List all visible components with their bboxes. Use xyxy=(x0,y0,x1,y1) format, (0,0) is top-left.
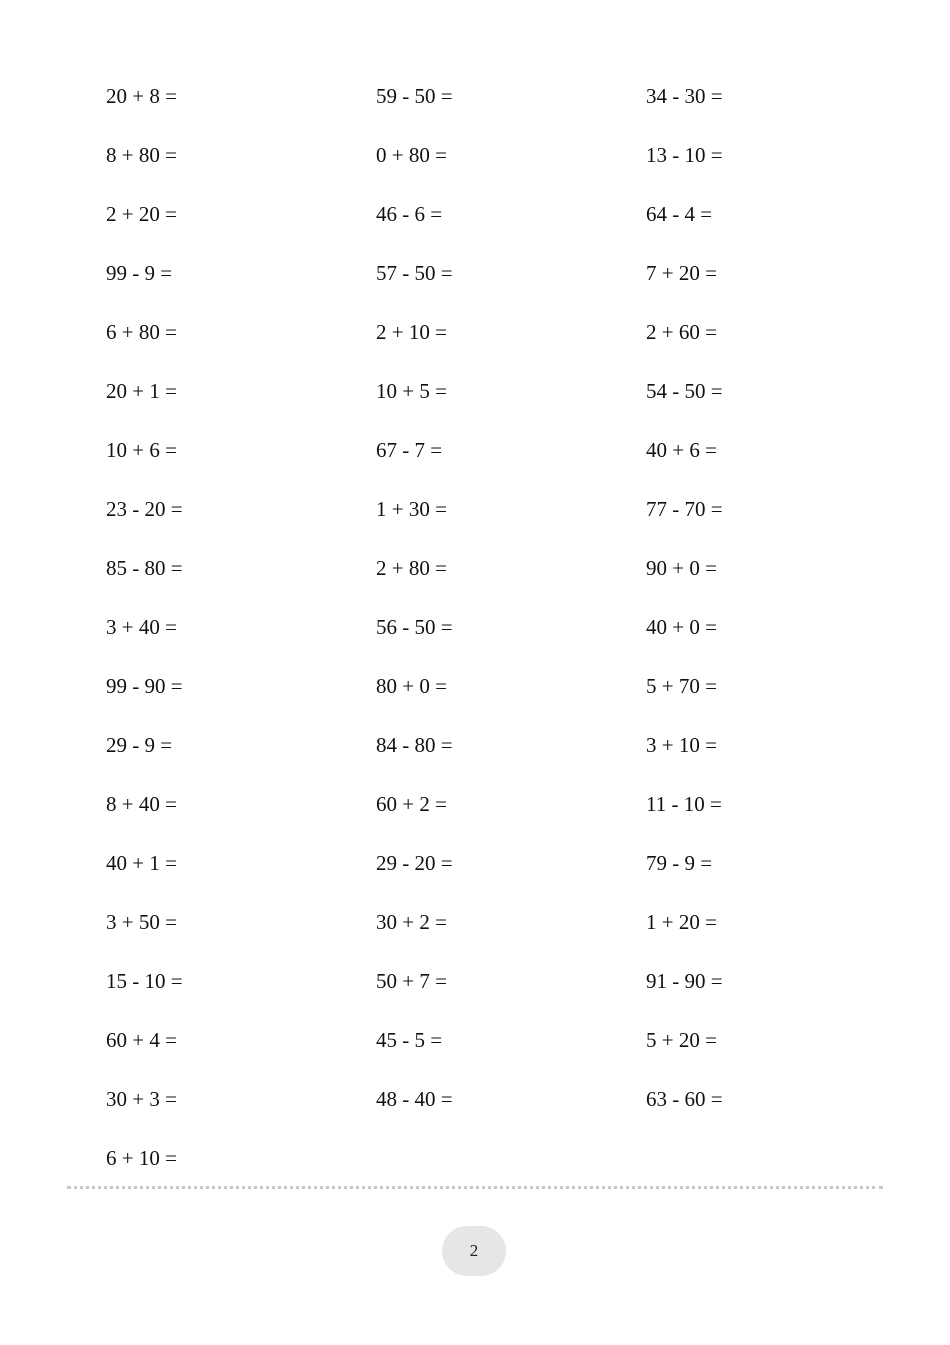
problem: 15 - 10 = xyxy=(106,969,183,993)
problem: 0 + 80 = xyxy=(376,143,447,167)
problem-column-2 xyxy=(376,73,636,1135)
problem: 60 + 4 = xyxy=(106,1028,177,1052)
problem: 40 + 6 = xyxy=(646,438,717,462)
problem: 79 - 9 = xyxy=(646,851,713,875)
problem: 63 - 60 = xyxy=(646,1087,723,1111)
problem: 13 - 10 = xyxy=(646,143,723,167)
problem: 2 + 10 = xyxy=(376,320,447,344)
problem: 3 + 50 = xyxy=(106,910,177,934)
problem: 8 + 40 = xyxy=(106,792,177,816)
problem: 48 - 40 = xyxy=(376,1087,453,1111)
problem: 2 + 20 = xyxy=(106,202,177,226)
problem: 90 + 0 = xyxy=(646,556,717,580)
problem: 20 + 8 = xyxy=(106,84,177,108)
problem: 3 + 40 = xyxy=(106,615,177,639)
problem: 80 + 0 = xyxy=(376,674,447,698)
problem: 10 + 5 = xyxy=(376,379,447,403)
problem: 23 - 20 = xyxy=(106,497,183,521)
problem: 57 - 50 = xyxy=(376,261,453,285)
problem: 45 - 5 = xyxy=(376,1028,443,1052)
problem: 56 - 50 = xyxy=(376,615,453,639)
problem: 30 + 3 = xyxy=(106,1087,177,1111)
problem: 99 - 90 = xyxy=(106,674,183,698)
problem: 34 - 30 = xyxy=(646,84,723,108)
problem: 1 + 30 = xyxy=(376,497,447,521)
problem: 67 - 7 = xyxy=(376,438,443,462)
problem: 60 + 2 = xyxy=(376,792,447,816)
problem: 59 - 50 = xyxy=(376,84,453,108)
problem: 85 - 80 = xyxy=(106,556,183,580)
problem: 20 + 1 = xyxy=(106,379,177,403)
problem: 30 + 2 = xyxy=(376,910,447,934)
problem: 77 - 70 = xyxy=(646,497,723,521)
problem: 7 + 20 = xyxy=(646,261,717,285)
problem: 3 + 10 = xyxy=(646,733,717,757)
problem: 6 + 10 = xyxy=(106,1146,177,1170)
problem: 1 + 20 = xyxy=(646,910,717,934)
problem: 40 + 0 = xyxy=(646,615,717,639)
problem: 54 - 50 = xyxy=(646,379,723,403)
problem: 11 - 10 = xyxy=(646,792,722,816)
problem: 10 + 6 = xyxy=(106,438,177,462)
problem: 29 - 20 = xyxy=(376,851,453,875)
problem: 40 + 1 = xyxy=(106,851,177,875)
problem: 84 - 80 = xyxy=(376,733,453,757)
problem: 2 + 80 = xyxy=(376,556,447,580)
problem: 64 - 4 = xyxy=(646,202,713,226)
problem: 91 - 90 = xyxy=(646,969,723,993)
problem-column-3 xyxy=(646,73,906,1135)
problem: 8 + 80 = xyxy=(106,143,177,167)
problem-column-1 xyxy=(106,73,366,1194)
page-number-badge: 2 xyxy=(442,1226,506,1276)
problem: 5 + 70 = xyxy=(646,674,717,698)
problem: 5 + 20 = xyxy=(646,1028,717,1052)
problem: 6 + 80 = xyxy=(106,320,177,344)
problem: 2 + 60 = xyxy=(646,320,717,344)
problem: 50 + 7 = xyxy=(376,969,447,993)
problem: 99 - 9 = xyxy=(106,261,173,285)
problem: 46 - 6 = xyxy=(376,202,443,226)
footer-divider xyxy=(67,1186,883,1189)
problem: 29 - 9 = xyxy=(106,733,173,757)
